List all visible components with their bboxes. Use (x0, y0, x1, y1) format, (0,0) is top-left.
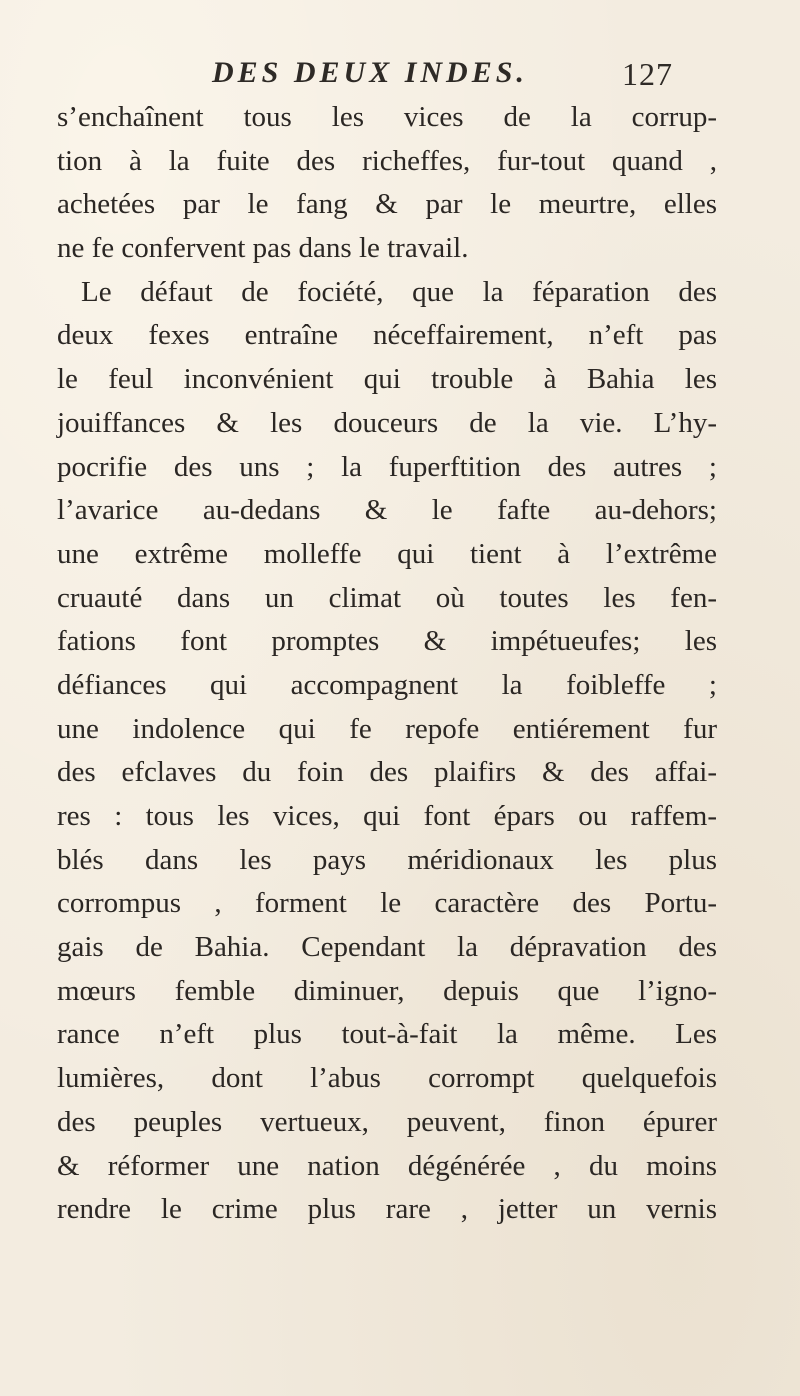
page-number: 127 (622, 56, 673, 92)
text-line: & réformer une nation dégénérée , du moins (57, 1149, 717, 1182)
text-line: ne fe confervent pas dans le travail. (57, 232, 469, 265)
text-line: une extrême molleffe qui tient à l’extrême (57, 537, 717, 570)
text-line: pocrifie des uns ; la fuperftition des autres ; (57, 450, 717, 483)
text-line: deux fexes entraîne néceffairement, n’eft pas (57, 319, 717, 352)
text-line: une indolence qui fe repofe entiérement fur (57, 712, 717, 745)
text-line: res : tous les vices, qui font épars ou raffem- (57, 800, 717, 832)
text-line: cruauté dans un climat où toutes les fen- (57, 581, 717, 614)
text-line: gais de Bahia. Cependant la dépravation des (57, 931, 717, 964)
text-line: mœurs femble diminuer, depuis que l’igno- (57, 974, 717, 1007)
text-line: s’enchaînent tous les vices de la corrup- (57, 101, 717, 133)
text-line: tion à la fuite des richeffes, fur-tout quand , (57, 144, 717, 177)
text-line: rendre le crime plus rare , jetter un vernis (57, 1193, 717, 1226)
body-text (57, 96, 717, 1232)
text-line: fations font promptes & impétueufes; les (57, 625, 717, 658)
running-head (212, 56, 712, 96)
text-line: lumières, dont l’abus corrompt quelquefois (57, 1062, 717, 1095)
text-line: des efclaves du foin des plaifirs & des affai- (57, 756, 717, 789)
text-line: achetées par le fang & par le meurtre, elles (57, 188, 717, 221)
text-line: l’avarice au-dedans & le fafte au-dehors; (57, 494, 717, 527)
text-line: jouiffances & les douceurs de la vie. L’hy- (57, 406, 717, 439)
running-head-title: DES DEUX INDES. (212, 56, 528, 89)
text-line: corrompus , forment le caractère des Portu- (57, 887, 717, 920)
text-line: des peuples vertueux, peuvent, finon épurer (57, 1105, 717, 1138)
text-line: le feul inconvénient qui trouble à Bahia les (57, 363, 717, 396)
text-line: blés dans les pays méridionaux les plus (57, 843, 717, 876)
text-line: défiances qui accompagnent la foibleffe ; (57, 668, 717, 701)
paragraph-start-line: Le défaut de fociété, que la féparation des (81, 275, 717, 308)
text-line: rance n’eft plus tout-à-fait la même. Les (57, 1018, 717, 1051)
